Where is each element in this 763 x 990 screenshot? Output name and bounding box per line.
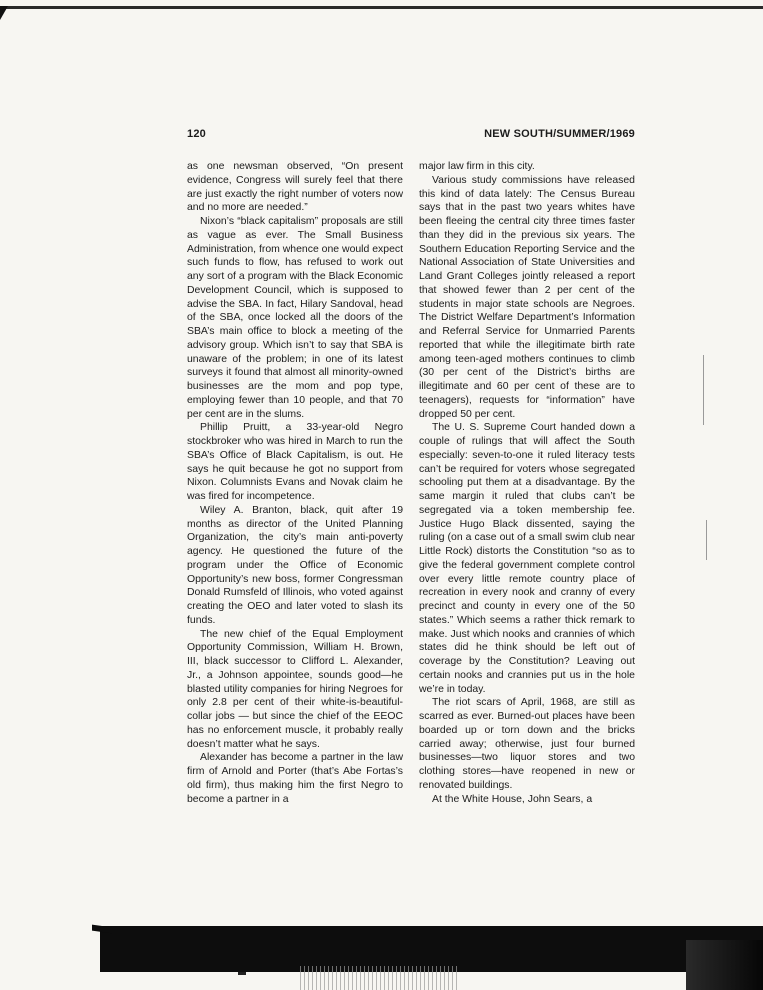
paragraph: The U. S. Supreme Court handed down a couple of rulings that will affect the South especially: seven-to-one it ruled literacy tests can’t be required for voters whose segregated schooling put them at a disadvantage. By the same margin it ruled that clubs can’t be segregated via a token membership fee. Justice Hugo Black dissented, saying the ruling (on a case out of a small swim club near Little Rock) distorts the Constitution “so as to give the federal government complete control over every little remote country place of recreation in every nook and cranny of every precinct and county in every one of the 50 states.” Which seems a rather thick remark to make. Just which nooks and crannies of which states did he think should be left out of coverage by the Constitution? Leaving out certain nooks and crannies put us in the hole we’re in today. <box>419 422 635 695</box>
paragraph: as one newsman observed, “On present evidence, Congress will surely feel that there are just exactly the right number of voters now and no more are needed.” <box>187 161 403 214</box>
scan-top-border <box>0 6 763 9</box>
page-header <box>187 128 635 144</box>
running-head: NEW SOUTH/SUMMER/1969 <box>484 128 635 140</box>
scan-margin-mark <box>703 355 704 425</box>
paragraph: Wiley A. Branton, black, quit after 19 months as director of the United Planning Organization, the city’s main anti-poverty agency. He questioned the future of the program under the Office of Economic Opportunity’s new boss, former Congressman Donald Rumsfeld of Illinois, who voted against creating the OEO and later voted to slash its funds. <box>187 504 403 626</box>
paragraph: The riot scars of April, 1968, are still as scarred as ever. Burned-out places have been boarded up or torn down and the bricks carried away; otherwise, just four burned businesses—two liquor stores and two clothing stores—have reopened in new or renovated buildings. <box>419 697 635 791</box>
page-number: 120 <box>187 128 206 140</box>
article-column-left <box>187 160 403 806</box>
paragraph: Various study commissions have released this kind of data lately: The Census Bureau says that in the past two years whites have been fleeing the central city three times faster than they did in the previous six years. The Southern Education Reporting Service and the National Association of State Universities and Land Grant Colleges jointly released a report that showed fewer than 2 per cent of the students in major state schools are Negroes. The District Welfare Department’s Information and Referral Service for Unmarried Parents reported that while the illegitimate birth rate among teen-aged mothers continues to climb (30 per cent of the District’s births are illegitimate and 60 per cent of these are to teenagers), requests for “information” have dropped 50 per cent. <box>419 174 635 420</box>
article-column-right <box>419 160 635 806</box>
scan-noise <box>300 966 460 990</box>
paragraph: Phillip Pruitt, a 33-year-old Negro stockbroker who was hired in March to run the SBA’s Office of Black Capitalism, is out. He says he quit because he got no support from Nixon. Columnists Evans and Novak claim he was fired for incompetence. <box>187 422 403 502</box>
scan-mark <box>238 972 246 975</box>
paragraph: The new chief of the Equal Employment Opportunity Commission, William H. Brown, III, black successor to Clifford L. Alexander, Jr., a Johnson appointee, sounds good—he blasted utility companies for hiring Negroes for only 2.8 per cent of their white-is-beautiful-collar jobs — but since the chief of the EEOC has no enforcement muscle, it probably really doesn’t matter what he says. <box>187 628 403 750</box>
scan-margin-mark <box>706 520 707 560</box>
paragraph: major law firm in this city. <box>419 161 535 172</box>
paragraph: Nixon’s “black capitalism” proposals are still as vague as ever. The Small Business Administration, from whence one would expect such funds to flow, has refused to work out any sort of a program with the Black Economic Development Council, which is supposed to advise the SBA. In fact, Hilary Sandoval, head of the SBA, once locked all the doors of the SBA’s main office to block a meeting of the advisory group. Which isn’t to say that SBA is unaware of the problem; in one of its latest surveys it found that almost all minority-owned businesses are the mom and pop type, employing fewer than 10 people, and that 70 per cent are in the slums. <box>187 216 403 420</box>
scan-corner-mark <box>0 6 8 20</box>
scan-edge-shadow <box>686 940 763 990</box>
paragraph: At the White House, John Sears, a <box>432 793 593 805</box>
paragraph: Alexander has become a partner in the law firm of Arnold and Porter (that’s Abe Fortas’s old firm), thus making him the first Negro to become a partner in a <box>187 752 403 805</box>
